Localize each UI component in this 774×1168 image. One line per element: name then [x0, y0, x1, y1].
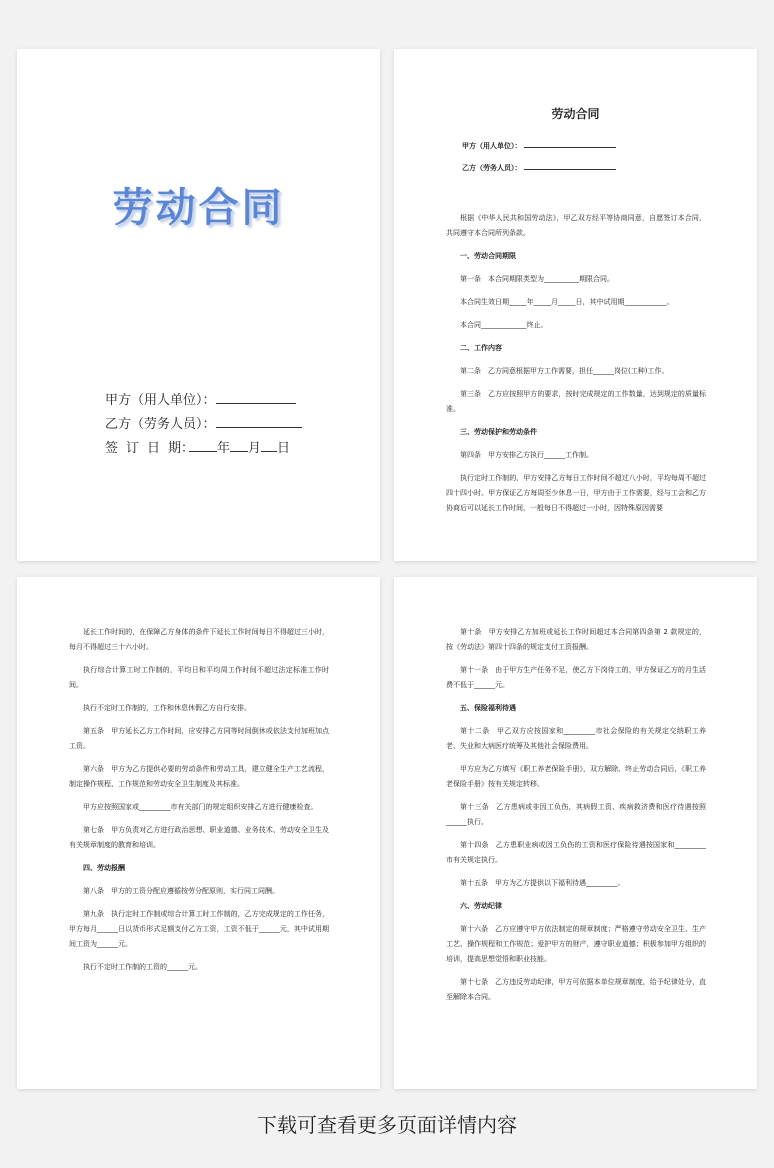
- cover-page: [17, 49, 380, 561]
- cover-party-b-blank: [216, 413, 302, 428]
- cover-party-b-row: [105, 413, 302, 437]
- clause-paragraph: 第十七条 乙方违反劳动纪律，甲方可依据本单位规章制度，给予纪律处分，直至解除本合同。: [446, 978, 706, 1001]
- contract-body: [69, 625, 329, 983]
- section-heading: 六、劳动纪律: [460, 902, 502, 910]
- party-b-line: [462, 160, 616, 173]
- clause-paragraph: 第八条 甲方的工资分配应遵循按劳分配原则，实行同工同酬。: [83, 887, 279, 895]
- clause-paragraph: 第十一条 由于甲方生产任务不足，使乙方下岗待工的，甲方保证乙方的月生活费不低于______元。: [446, 666, 706, 689]
- clause-paragraph: 本合同生效日期_____年_____月_____日，其中试用期____________。: [460, 298, 674, 306]
- clause-paragraph: 第九条 执行定时工作制或综合计算工时工作制的，乙方完成规定的工作任务，甲方每月______日以货币形式足额支付乙方工资，工资不低于______元，其中试用期间工资为______元。: [69, 910, 329, 948]
- clause-paragraph: 第六条 甲方为乙方提供必要的劳动条件和劳动工具，建立健全生产工艺流程，制定操作规程、工作规范和劳动安全卫生制度及其标准。: [69, 765, 329, 788]
- clause-paragraph: 执行不定时工作制的，工作和休息休假乙方自行安排。: [83, 704, 251, 712]
- clause-paragraph: 根据《中华人民共和国劳动法》，甲乙双方经平等协商同意，自愿签订本合同，共同遵守本合同所列条款。: [446, 214, 706, 237]
- sign-char-4: 期：: [168, 441, 195, 456]
- clause-paragraph: 第十六条 乙方应遵守甲方依法制定的规章制度；严格遵守劳动安全卫生、生产工艺、操作规程和工作规范；爱护甲方的财产，遵守职业道德；积极参加甲方组织的培训，提高思想觉悟和职业技能。: [446, 925, 706, 963]
- clause-paragraph: 第五条 甲方延长乙方工作时间，应安排乙方同等时间倒休或依法支付加班加点工资。: [69, 727, 329, 750]
- clause-paragraph: 第四条 甲方安排乙方执行______工作制。: [460, 451, 593, 459]
- clause-paragraph: 第十条 甲方安排乙方加班或延长工作时间超过本合同第四条第 2 款规定的，按《劳动法》第四十四条的规定支付工资报酬。: [446, 628, 706, 651]
- clause-paragraph: 第三条 乙方应按照甲方的要求，按时完成规定的工作数量，达到规定的质量标准。: [446, 390, 706, 413]
- section-heading: 一、劳动合同期限: [460, 252, 516, 260]
- clause-paragraph: 执行综合计算工时工作制的，平均日和平均周工作时间不超过法定标准工作时间。: [69, 666, 329, 689]
- contract-title: 劳动合同: [551, 107, 600, 121]
- clause-paragraph: 第十二条 甲乙双方应按国家和_________市社会保险的有关规定交纳职工养老、失业和大病医疗统筹及其他社会保险费用。: [446, 727, 706, 750]
- cover-sign-date-label: [105, 437, 195, 461]
- contract-body: [446, 211, 706, 524]
- cover-month-label: 月: [248, 441, 262, 456]
- cover-sign-date-row: [105, 437, 302, 461]
- cover-party-a-label: 甲方（用人单位）：: [105, 393, 216, 408]
- clause-paragraph: 甲方应按照国家或_________市有关部门的规定组织安排乙方进行健康检查。: [83, 803, 318, 811]
- clause-paragraph: 第十四条 乙方患职业病或因工负伤的工资和医疗保险待遇按国家和_________市有关规定执行。: [446, 841, 706, 864]
- contract-page-3: [394, 577, 757, 1089]
- cover-party-a-blank: [216, 389, 296, 404]
- cover-title: 劳动合同: [112, 185, 285, 231]
- clause-paragraph: 本合同_____________终止。: [460, 321, 548, 329]
- cover-day-blank: [261, 437, 277, 452]
- contract-body: [446, 625, 706, 1013]
- clause-paragraph: 甲方应为乙方填写《职工养老保险手册》，双方解除、终止劳动合同后，《职工养老保险手册》按有关规定转移。: [446, 765, 706, 788]
- clause-paragraph: 第二条 乙方同意根据甲方工作需要，担任______岗位(工种)工作。: [460, 367, 669, 375]
- contract-page-2: [17, 577, 380, 1089]
- party-b-blank: [524, 160, 616, 170]
- section-heading: 四、劳动报酬: [83, 864, 125, 872]
- download-caption: 下载可查看更多页面详情内容: [257, 1113, 517, 1137]
- cover-year-label: 年: [217, 441, 231, 456]
- section-heading: 五、保险福利待遇: [460, 704, 516, 712]
- party-a-line: [462, 138, 616, 151]
- clause-paragraph: 第十三条 乙方患病或非因工负伤，其病假工资、疾病救济费和医疗待遇按照______执行。: [446, 803, 706, 826]
- contract-page-1: [394, 49, 757, 561]
- sign-char-3: 日: [147, 441, 161, 456]
- cover-party-a-row: [105, 389, 302, 413]
- clause-paragraph: 第一条 本合同期限类型为__________期限合同。: [460, 275, 614, 283]
- clause-paragraph: 执行定时工作制的，甲方安排乙方每日工作时间不超过八小时，平均每周不超过四十四小时。甲方保证乙方每周至少休息一日，甲方由于工作需要，经与工会和乙方协商后可以延长工作时间，一般每日不得超过一小时，因特殊原因需要: [446, 474, 706, 512]
- party-b-label: 乙方（劳务人员）：: [462, 164, 522, 172]
- section-heading: 三、劳动保护和劳动条件: [460, 428, 537, 436]
- party-a-blank: [524, 138, 616, 148]
- cover-day-label: 日: [277, 441, 291, 456]
- section-heading: 二、工作内容: [460, 344, 502, 352]
- party-a-label: 甲方（用人单位）：: [462, 142, 522, 150]
- sign-char-1: 签: [105, 441, 119, 456]
- cover-party-b-label: 乙方（劳务人员）：: [105, 417, 216, 432]
- clause-paragraph: 第七条 甲方负责对乙方进行政治思想、职业道德、业务技术、劳动安全卫生及有关规章制度的教育和培训。: [69, 826, 329, 849]
- sign-char-2: 订: [126, 441, 140, 456]
- cover-year-blank: [189, 437, 217, 452]
- clause-paragraph: 执行不定时工作制的工资的______元。: [83, 963, 202, 971]
- clause-paragraph: 延长工作时间的，在保障乙方身体的条件下延长工作时间每日不得超过三小时，每月不得超过三十六小时。: [69, 628, 329, 651]
- cover-fields: [105, 389, 302, 461]
- cover-month-blank: [230, 437, 248, 452]
- clause-paragraph: 第十五条 甲方为乙方提供以下福利待遇_________。: [460, 879, 625, 887]
